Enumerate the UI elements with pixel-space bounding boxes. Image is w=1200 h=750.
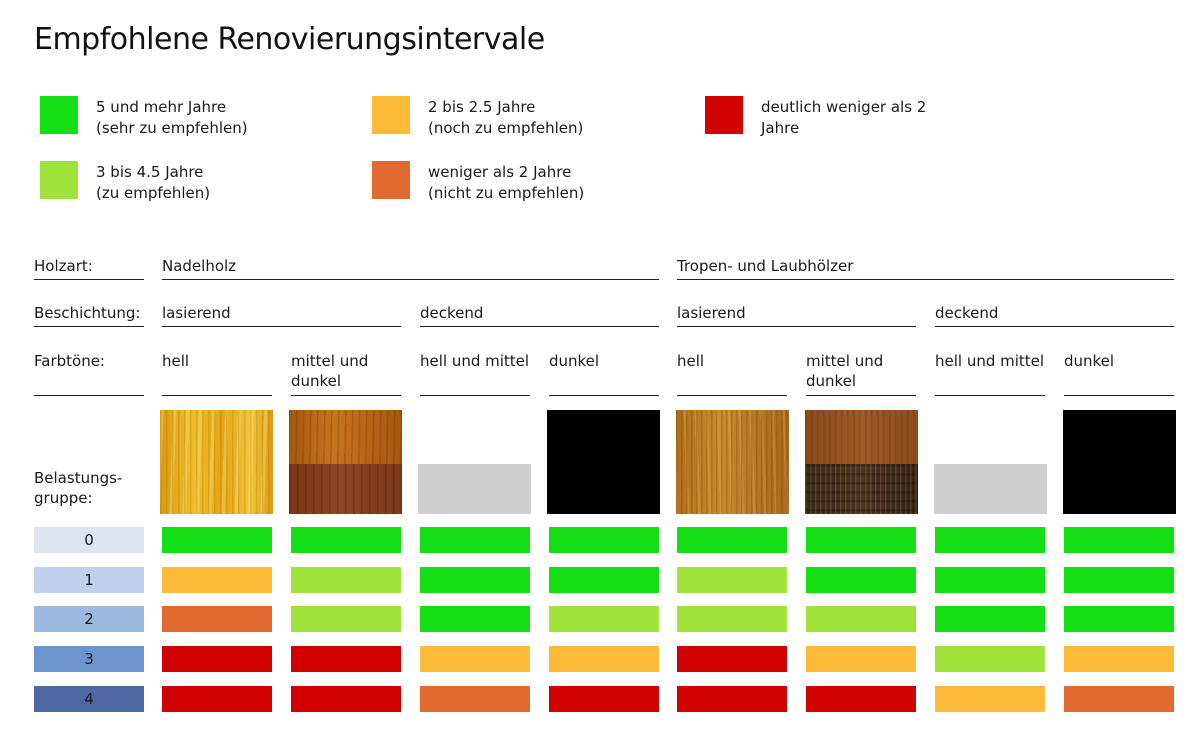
beschichtung-4: deckend (935, 301, 1174, 327)
legend-swatch-lightgreen (40, 161, 78, 199)
farbton-8: dunkel (1064, 349, 1174, 396)
rating-cell-r2-c1 (162, 606, 272, 632)
rating-cell-r3-c5 (677, 646, 787, 672)
rating-cell-r0-c5 (677, 527, 787, 553)
legend-swatch-orange (372, 161, 410, 199)
legend-text: weniger als 2 Jahre (nicht zu empfehlen) (428, 163, 585, 202)
rating-cell-r2-c5 (677, 606, 787, 632)
sample-black-opaque (547, 410, 660, 514)
rating-cell-r1-c7 (935, 567, 1045, 593)
farbton-5: hell (677, 349, 787, 396)
farbton-1: hell (162, 349, 272, 396)
rating-cell-r3-c3 (420, 646, 530, 672)
rating-cell-r2-c2 (291, 606, 401, 632)
rating-cell-r2-c7 (935, 606, 1045, 632)
label-holzart: Holzart: (34, 254, 144, 280)
rating-cell-r2-c3 (420, 606, 530, 632)
holzart-tropen: Tropen- und Laubhölzer (677, 254, 1174, 280)
rating-cell-r0-c6 (806, 527, 916, 553)
rating-cell-r3-c7 (935, 646, 1045, 672)
rating-cell-r1-c8 (1064, 567, 1174, 593)
belastungsgruppe-2: 2 (34, 606, 144, 632)
rating-cell-r3-c1 (162, 646, 272, 672)
beschichtung-1: lasierend (162, 301, 401, 327)
label-farbtoene: Farbtöne: (34, 349, 144, 396)
rating-cell-r0-c8 (1064, 527, 1174, 553)
farbton-6: mittel und dunkel (806, 349, 916, 396)
rating-cell-r0-c7 (935, 527, 1045, 553)
rating-cell-r2-c6 (806, 606, 916, 632)
legend-text: 5 und mehr Jahre (sehr zu empfehlen) (96, 98, 248, 137)
rating-cell-r2-c8 (1064, 606, 1174, 632)
holzart-nadelholz: Nadelholz (162, 254, 659, 280)
legend-swatch-green (40, 96, 78, 134)
rating-cell-r1-c6 (806, 567, 916, 593)
sample-wood-medium-tropical (805, 410, 918, 464)
legend-swatch-red (705, 96, 743, 134)
farbton-4: dunkel (549, 349, 659, 396)
rating-cell-r2-c4 (549, 606, 659, 632)
rating-cell-r4-c4 (549, 686, 659, 712)
label-belastungsgruppe: Belastungs- gruppe: (34, 469, 123, 507)
rating-cell-r0-c4 (549, 527, 659, 553)
rating-cell-r3-c2 (291, 646, 401, 672)
rating-cell-r0-c3 (420, 527, 530, 553)
beschichtung-3: lasierend (677, 301, 916, 327)
farbton-3: hell und mittel (420, 349, 530, 396)
legend-text: deutlich weniger als 2 Jahre (761, 98, 927, 137)
rating-cell-r4-c7 (935, 686, 1045, 712)
rating-cell-r1-c3 (420, 567, 530, 593)
legend-text: 3 bis 4.5 Jahre (zu empfehlen) (96, 163, 211, 202)
belastungsgruppe-0: 0 (34, 527, 144, 553)
rating-cell-r3-c6 (806, 646, 916, 672)
beschichtung-2: deckend (420, 301, 659, 327)
sample-wood-dark-pine (289, 464, 402, 514)
rating-cell-r4-c2 (291, 686, 401, 712)
rating-cell-r0-c2 (291, 527, 401, 553)
farbton-2: mittel und dunkel (291, 349, 401, 396)
sample-wood-light-pine (160, 410, 273, 514)
page-title: Empfohlene Renovierungsintervale (34, 22, 545, 57)
sample-wood-medium-pine (289, 410, 402, 464)
rating-cell-r1-c5 (677, 567, 787, 593)
rating-cell-r1-c2 (291, 567, 401, 593)
label-beschichtung: Beschichtung: (34, 301, 144, 327)
sample-grey-opaque (418, 464, 531, 514)
sample-black-opaque-tropical (1063, 410, 1176, 514)
legend-swatch-yellow (372, 96, 410, 134)
sample-grey-opaque-tropical (934, 464, 1047, 514)
rating-cell-r1-c4 (549, 567, 659, 593)
farbton-7: hell und mittel (935, 349, 1045, 396)
belastungsgruppe-4: 4 (34, 686, 144, 712)
belastungsgruppe-3: 3 (34, 646, 144, 672)
rating-cell-r3-c8 (1064, 646, 1174, 672)
rating-cell-r1-c1 (162, 567, 272, 593)
legend-text: 2 bis 2.5 Jahre (noch zu empfehlen) (428, 98, 584, 137)
rating-cell-r4-c5 (677, 686, 787, 712)
rating-cell-r0-c1 (162, 527, 272, 553)
rating-cell-r4-c1 (162, 686, 272, 712)
rating-cell-r4-c8 (1064, 686, 1174, 712)
rating-cell-r4-c6 (806, 686, 916, 712)
sample-wood-dark-tropical (805, 464, 918, 514)
sample-wood-light-tropical (676, 410, 789, 514)
rating-cell-r4-c3 (420, 686, 530, 712)
belastungsgruppe-1: 1 (34, 567, 144, 593)
rating-cell-r3-c4 (549, 646, 659, 672)
